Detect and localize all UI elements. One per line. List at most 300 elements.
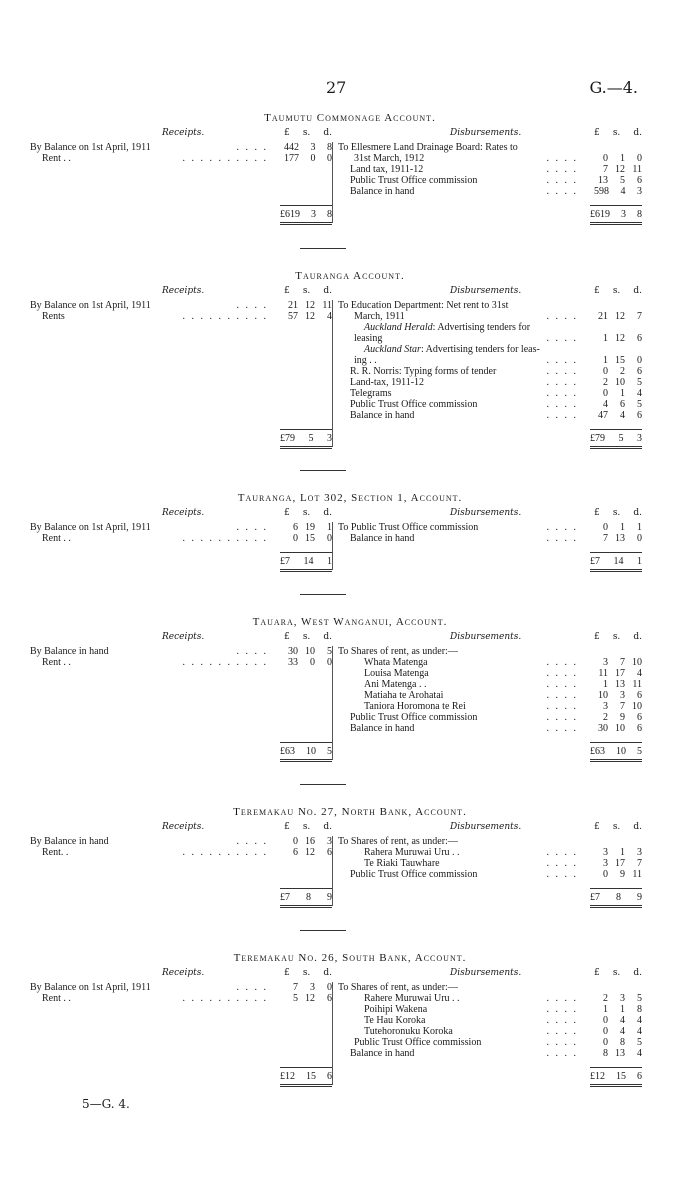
- amount: [284, 533, 332, 544]
- disbursement-description: To Shares of rent, as under:—: [338, 982, 458, 993]
- rule-line: [280, 569, 332, 570]
- amount-shillings: 0: [310, 657, 315, 668]
- leader-dots: . . . .: [546, 522, 578, 533]
- receipt-description: By Balance in hand: [30, 836, 109, 847]
- receipts-total: [280, 888, 332, 918]
- total-shillings: 10: [616, 746, 626, 757]
- disbursement-row: [338, 836, 642, 847]
- pence-label: d.: [633, 632, 642, 642]
- column-headers: [30, 286, 670, 300]
- amount-pence: 8: [637, 1004, 642, 1015]
- disbursement-description: Land-tax, 1911-12: [350, 377, 425, 388]
- amount-pence: 4: [327, 311, 332, 322]
- total-pence: 3: [327, 433, 332, 444]
- amount-pounds: 21: [598, 311, 608, 322]
- total-shillings: 3: [311, 209, 316, 220]
- rule-line: [590, 571, 642, 572]
- disbursement-row: [338, 175, 642, 186]
- amount-pounds: 13: [598, 175, 608, 186]
- amount-shillings: 13: [615, 1048, 625, 1059]
- disbursement-row: [338, 164, 642, 175]
- amount-pence: 4: [637, 668, 642, 679]
- total-pence: 9: [327, 892, 332, 903]
- shilling-label: s.: [302, 968, 311, 978]
- amount-pounds: 0: [603, 1015, 608, 1026]
- currency-header-left: [284, 286, 332, 296]
- currency-header-left: [284, 508, 332, 518]
- receipt-row: [30, 982, 332, 993]
- section-separator: [300, 930, 346, 931]
- account-columns: [30, 300, 670, 465]
- amount-pounds: 8: [603, 1048, 608, 1059]
- amount-pounds: 0: [293, 533, 298, 544]
- amount-pounds: 10: [598, 690, 608, 701]
- rule-line: [280, 448, 332, 449]
- total-pounds: £79: [590, 433, 605, 444]
- rule-line: [280, 222, 332, 223]
- amount-pounds: 21: [288, 300, 298, 311]
- amount: [594, 1048, 642, 1059]
- receipt-row: [30, 657, 332, 668]
- disbursements-column: [338, 142, 642, 197]
- shilling-label: s.: [612, 508, 621, 518]
- receipts-total: [280, 429, 332, 459]
- account-title: Teremakau No. 27, North Bank, Account.: [233, 806, 467, 818]
- disbursement-description: Balance in hand: [350, 723, 415, 734]
- amount: [594, 355, 642, 366]
- disbursement-row: [338, 679, 642, 690]
- amount-shillings: 5: [620, 175, 625, 186]
- pence-label: d.: [633, 968, 642, 978]
- disbursement-description: Auckland Star: Advertising tenders for leas-: [364, 344, 540, 355]
- amount: [594, 399, 642, 410]
- amount: [594, 1026, 642, 1037]
- rule-line: [280, 761, 332, 762]
- amount-pence: 4: [637, 388, 642, 399]
- amount-pence: 4: [637, 1048, 642, 1059]
- amount-pounds: 0: [603, 1026, 608, 1037]
- amount-pence: 10: [632, 701, 642, 712]
- leader-dots: . . . .: [236, 836, 268, 847]
- amount-pence: 0: [327, 533, 332, 544]
- account-columns: [30, 982, 670, 1103]
- rule-line: [590, 446, 642, 447]
- page-code: G.—4.: [589, 78, 638, 97]
- amount: [594, 723, 642, 734]
- disbursement-row: [338, 646, 642, 657]
- currency-header-right: [594, 822, 642, 832]
- amount-pence: 6: [327, 847, 332, 858]
- section-separator: [300, 248, 346, 249]
- amount: [284, 657, 332, 668]
- amount-shillings: 7: [620, 657, 625, 668]
- amount: [594, 533, 642, 544]
- leader-dots: . . . .: [546, 186, 578, 197]
- total-pounds: £7: [590, 892, 600, 903]
- amount-pounds: 6: [293, 847, 298, 858]
- amount-pounds: 0: [603, 388, 608, 399]
- rule-line: [590, 1084, 642, 1085]
- amount: [594, 1004, 642, 1015]
- amount-shillings: 12: [305, 311, 315, 322]
- disbursement-description: Telegrams: [350, 388, 392, 399]
- amount-pounds: 2: [603, 712, 608, 723]
- disbursement-description: Te Riaki Tauwhare: [364, 858, 440, 869]
- leader-dots: . . . . . . . . . .: [182, 311, 268, 322]
- amount-shillings: 15: [615, 355, 625, 366]
- rule-line: [280, 429, 332, 430]
- section-separator: [300, 784, 346, 785]
- receipt-description: Rents: [42, 311, 65, 322]
- publication-name: Auckland Herald: [364, 322, 433, 333]
- account-section: [30, 112, 670, 241]
- total-pence: 5: [327, 746, 332, 757]
- receipt-row: [30, 142, 332, 153]
- leader-dots: . . . .: [546, 355, 578, 366]
- amount-shillings: 16: [305, 836, 315, 847]
- amount: [594, 175, 642, 186]
- receipts-header: Receipts.: [162, 632, 205, 642]
- pound-label: £: [594, 508, 600, 518]
- rule-line: [590, 761, 642, 762]
- disbursements-column: [338, 646, 642, 734]
- disbursement-row: [338, 701, 642, 712]
- amount-pounds: 30: [598, 723, 608, 734]
- amount: [594, 164, 642, 175]
- footer-code: 5—G. 4.: [82, 1097, 130, 1111]
- pence-label: d.: [323, 508, 332, 518]
- disbursement-description: To Shares of rent, as under:—: [338, 836, 458, 847]
- leader-dots: . . . .: [546, 869, 578, 880]
- shilling-label: s.: [612, 286, 621, 296]
- amount-pounds: 30: [288, 646, 298, 657]
- leader-dots: . . . .: [546, 847, 578, 858]
- amount-pence: 0: [637, 533, 642, 544]
- receipts-total: [280, 205, 332, 235]
- disbursement-description: Tutehoronuku Koroka: [364, 1026, 453, 1037]
- total-pence: 8: [637, 209, 642, 220]
- amount-pence: 0: [327, 982, 332, 993]
- currency-header-right: [594, 632, 642, 642]
- receipt-row: [30, 522, 332, 533]
- total-pence: 1: [637, 556, 642, 567]
- amount: [594, 701, 642, 712]
- amount-pounds: 0: [603, 522, 608, 533]
- leader-dots: . . . .: [546, 388, 578, 399]
- disbursement-description: Taniora Horomona te Rei: [364, 701, 466, 712]
- leader-dots: . . . .: [546, 533, 578, 544]
- amount-pence: 4: [637, 1015, 642, 1026]
- rule-line: [280, 446, 332, 447]
- amount-shillings: 4: [620, 1026, 625, 1037]
- pound-label: £: [284, 632, 290, 642]
- amount-shillings: 10: [615, 377, 625, 388]
- disbursement-row: [338, 982, 642, 993]
- disbursement-description: Balance in hand: [350, 1048, 415, 1059]
- total-pounds: £12: [280, 1071, 295, 1082]
- receipts-header: Receipts.: [162, 286, 205, 296]
- rule-line: [280, 907, 332, 908]
- receipt-row: [30, 646, 332, 657]
- amount: [594, 311, 642, 322]
- leader-dots: . . . .: [546, 164, 578, 175]
- disbursement-description: Public Trust Office commission: [350, 399, 478, 410]
- amount-pence: 6: [637, 366, 642, 377]
- rule-line: [280, 224, 332, 225]
- receipts-column: [30, 142, 332, 164]
- disbursement-row: [338, 186, 642, 197]
- total-value: [280, 892, 332, 903]
- pound-label: £: [594, 968, 600, 978]
- total-value: [590, 209, 642, 220]
- account-section: [30, 270, 670, 465]
- total-value: [280, 433, 332, 444]
- disbursement-row: [338, 533, 642, 544]
- disbursements-total: [590, 205, 642, 235]
- amount-shillings: 1: [620, 1004, 625, 1015]
- leader-dots: . . . .: [546, 175, 578, 186]
- amount-pence: 6: [637, 723, 642, 734]
- amount-pounds: 0: [603, 1037, 608, 1048]
- rule-line: [590, 429, 642, 430]
- amount: [594, 712, 642, 723]
- currency-header-left: [284, 968, 332, 978]
- total-shillings: 14: [613, 556, 624, 567]
- rule-line: [590, 205, 642, 206]
- total-pence: 6: [637, 1071, 642, 1082]
- disbursements-total: [590, 888, 642, 918]
- amount: [284, 522, 332, 533]
- disbursements-total: [590, 429, 642, 459]
- pence-label: d.: [633, 286, 642, 296]
- amount-pence: 1: [637, 522, 642, 533]
- disbursement-row: [338, 388, 642, 399]
- total-value: [590, 433, 642, 444]
- rule-line: [280, 742, 332, 743]
- total-pounds: £63: [280, 746, 295, 757]
- column-headers: [30, 632, 670, 646]
- disbursement-row: [338, 399, 642, 410]
- amount: [594, 522, 642, 533]
- disbursement-description: Balance in hand: [350, 410, 415, 421]
- rule-line: [280, 1084, 332, 1085]
- disbursement-description: Matiaha te Arohatai: [364, 690, 444, 701]
- disbursement-row: [338, 1004, 642, 1015]
- amount-shillings: 1: [620, 153, 625, 164]
- currency-header-right: [594, 286, 642, 296]
- pence-label: d.: [633, 822, 642, 832]
- total-pence: 9: [637, 892, 642, 903]
- disbursement-row: [338, 333, 642, 344]
- amount-shillings: 15: [305, 533, 315, 544]
- currency-header-right: [594, 968, 642, 978]
- receipt-description: Rent . .: [42, 993, 71, 1004]
- amount: [284, 153, 332, 164]
- leader-dots: . . . .: [546, 679, 578, 690]
- rule-line: [590, 907, 642, 908]
- amount-pence: 0: [637, 355, 642, 366]
- account-title: Tauara, West Wanganui, Account.: [252, 616, 448, 628]
- pound-label: £: [284, 968, 290, 978]
- disbursement-description: To Shares of rent, as under:—: [338, 646, 458, 657]
- shilling-label: s.: [302, 632, 311, 642]
- amount-pounds: 7: [603, 164, 608, 175]
- disbursement-row: [338, 1026, 642, 1037]
- rule-line: [590, 905, 642, 906]
- receipts-total: [280, 742, 332, 772]
- receipts-total: [280, 1067, 332, 1097]
- amount-pounds: 47: [598, 410, 608, 421]
- total-pounds: £7: [590, 556, 600, 567]
- amount-shillings: 3: [620, 993, 625, 1004]
- amount-shillings: 3: [310, 982, 315, 993]
- amount: [284, 982, 332, 993]
- amount-pence: 11: [632, 164, 642, 175]
- disbursements-header: Disbursements.: [450, 286, 522, 296]
- account-section: [30, 492, 670, 588]
- disbursement-description: Louisa Matenga: [364, 668, 429, 679]
- rule-line: [280, 1067, 332, 1068]
- amount-pounds: 3: [603, 657, 608, 668]
- total-value: [280, 556, 332, 567]
- total-shillings: 10: [306, 746, 316, 757]
- amount: [284, 300, 332, 311]
- amount: [284, 311, 332, 322]
- total-pence: 1: [327, 556, 332, 567]
- receipt-row: [30, 847, 332, 858]
- amount: [594, 1015, 642, 1026]
- leader-dots: . . . . . . . . . .: [182, 533, 268, 544]
- amount-shillings: 10: [615, 723, 625, 734]
- leader-dots: . . . .: [546, 690, 578, 701]
- amount-pence: 11: [322, 300, 332, 311]
- amount-shillings: 13: [615, 679, 625, 690]
- amount: [594, 186, 642, 197]
- amount-pence: 6: [327, 993, 332, 1004]
- amount-pence: 5: [637, 1037, 642, 1048]
- disbursement-description: March, 1911: [354, 311, 405, 322]
- total-shillings: 15: [616, 1071, 626, 1082]
- amount: [594, 993, 642, 1004]
- disbursements-total: [590, 1067, 642, 1097]
- amount-pence: 11: [632, 869, 642, 880]
- column-headers: [30, 822, 670, 836]
- amount-pounds: 7: [293, 982, 298, 993]
- amount-pounds: 11: [598, 668, 608, 679]
- amount-pence: 0: [327, 153, 332, 164]
- amount-shillings: 4: [620, 186, 626, 197]
- amount-pounds: 1: [603, 1004, 608, 1015]
- disbursement-description: To Public Trust Office commission: [338, 522, 479, 533]
- total-shillings: 5: [618, 433, 624, 444]
- amount: [594, 1037, 642, 1048]
- disbursement-description: Public Trust Office commission: [350, 175, 478, 186]
- disbursements-column: [338, 836, 642, 880]
- receipts-header: Receipts.: [162, 128, 205, 138]
- disbursement-row: [338, 690, 642, 701]
- shilling-label: s.: [612, 128, 621, 138]
- amount-pounds: 0: [603, 869, 608, 880]
- leader-dots: . . . .: [546, 1048, 578, 1059]
- total-value: [280, 209, 332, 220]
- receipts-column: [30, 522, 332, 544]
- amount-pounds: 0: [603, 366, 608, 377]
- amount: [284, 836, 332, 847]
- shilling-label: s.: [302, 128, 311, 138]
- amount-pounds: 2: [603, 993, 608, 1004]
- pence-label: d.: [323, 286, 332, 296]
- rule-line: [280, 905, 332, 906]
- amount-shillings: 3: [620, 690, 625, 701]
- amount: [594, 657, 642, 668]
- rule-line: [280, 888, 332, 889]
- receipts-column: [30, 836, 332, 858]
- amount: [594, 410, 642, 421]
- publication-name: Auckland Star: [364, 344, 421, 355]
- total-value: [590, 556, 642, 567]
- disbursements-header: Disbursements.: [450, 968, 522, 978]
- total-value: [590, 1071, 642, 1082]
- amount-shillings: 7: [620, 701, 625, 712]
- amount: [594, 668, 642, 679]
- amount-shillings: 9: [620, 712, 625, 723]
- disbursement-row: [338, 153, 642, 164]
- amount-shillings: 12: [305, 300, 315, 311]
- total-pounds: £619: [590, 209, 610, 220]
- amount-pence: 5: [637, 399, 642, 410]
- disbursement-description: Poihipi Wakena: [364, 1004, 428, 1015]
- disbursement-description: ing . .: [354, 355, 377, 366]
- shilling-label: s.: [302, 286, 311, 296]
- pence-label: d.: [633, 128, 642, 138]
- amount-pounds: 0: [603, 153, 608, 164]
- amount-pence: 11: [632, 679, 642, 690]
- amount: [594, 388, 642, 399]
- column-divider: [332, 646, 333, 760]
- amount: [284, 993, 332, 1004]
- disbursement-row: [338, 300, 642, 311]
- leader-dots: . . . .: [236, 142, 268, 153]
- rule-line: [590, 224, 642, 225]
- rule-line: [280, 205, 332, 206]
- column-headers: [30, 128, 670, 142]
- leader-dots: . . . .: [236, 300, 268, 311]
- amount-shillings: 1: [620, 847, 625, 858]
- amount-pounds: 3: [603, 858, 608, 869]
- rule-line: [590, 552, 642, 553]
- account-title: Tauranga, Lot 302, Section 1, Account.: [237, 492, 463, 504]
- disbursement-row: [338, 657, 642, 668]
- pound-label: £: [594, 128, 600, 138]
- amount-shillings: 17: [615, 668, 625, 679]
- disbursement-row: [338, 858, 642, 869]
- amount-shillings: 17: [615, 858, 625, 869]
- receipt-row: [30, 836, 332, 847]
- amount-pounds: 5: [293, 993, 298, 1004]
- amount-shillings: 4: [620, 1015, 625, 1026]
- receipt-description: By Balance on 1st April, 1911: [30, 142, 151, 153]
- leader-dots: . . . .: [546, 1026, 578, 1037]
- page-number: 27: [326, 78, 347, 97]
- leader-dots: . . . .: [546, 1004, 578, 1015]
- amount-pence: 8: [327, 142, 332, 153]
- account-columns: [30, 836, 670, 924]
- receipts-header: Receipts.: [162, 822, 205, 832]
- leader-dots: . . . .: [546, 366, 578, 377]
- amount-shillings: 12: [615, 333, 625, 344]
- total-value: [590, 892, 642, 903]
- total-pounds: £79: [280, 433, 295, 444]
